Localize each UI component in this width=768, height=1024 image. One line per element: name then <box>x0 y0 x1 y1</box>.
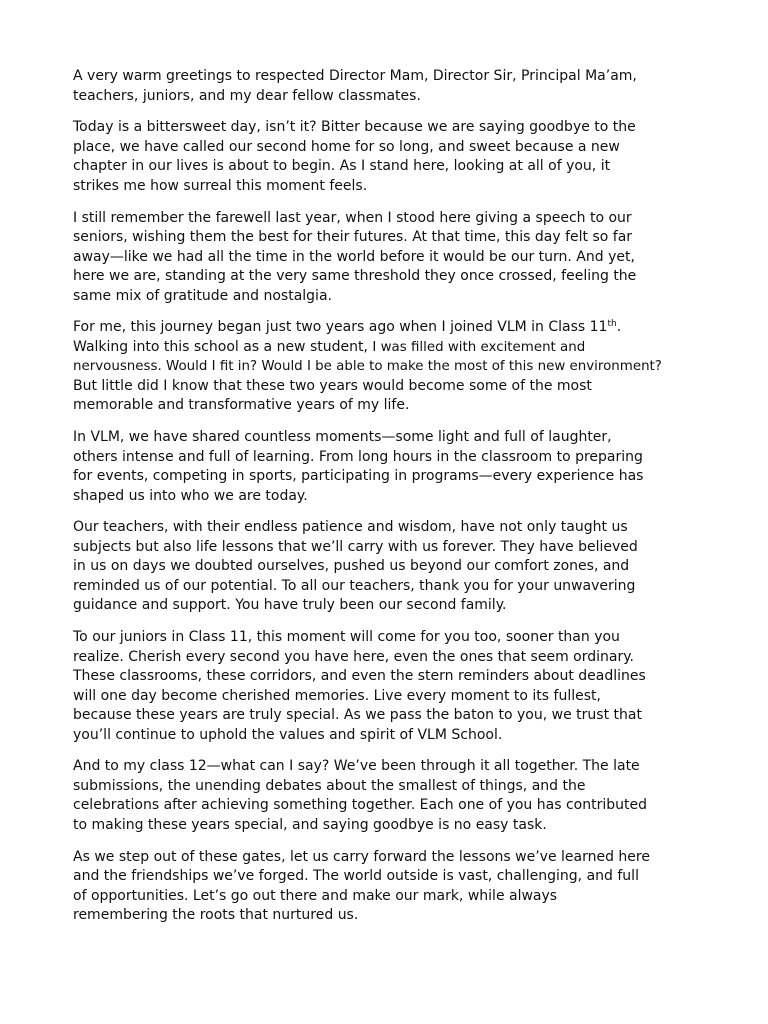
text-line: Our teachers, with their endless patience and wisdom, have not only taught us <box>73 519 628 536</box>
text-line <box>73 318 768 338</box>
text-segment: Walking into this school as a new student, <box>73 338 373 355</box>
text-line: will one day become cherished memories. Live every moment to its fullest, <box>73 687 601 704</box>
text-line: reminded us of our potential. To all our teachers, thank you for your unwavering <box>73 577 636 594</box>
text-line: submissions, the unending debates about the smallest of things, and the <box>73 777 586 794</box>
text-line: away—like we had all the time in the world before it would be our turn. And yet, <box>73 248 635 265</box>
superscript: th <box>607 319 617 330</box>
text-line: celebrations after achieving something together. Each one of you has contributed <box>73 797 647 814</box>
text-segment: For me, this journey began just two years ago when I joined VLM in Class 11 <box>73 319 608 336</box>
text-line: because these years are truly special. As we pass the baton to you, we trust that <box>73 707 642 723</box>
text-segment-small: I was filled with excitement and <box>372 339 586 355</box>
text-line: These classrooms, these corridors, and even the stern reminders about deadlines <box>73 668 646 684</box>
text-line: In VLM, we have shared countless moments—some light and full of laughter, <box>73 429 612 445</box>
paragraph-teachers <box>73 518 768 616</box>
text-segment: . <box>616 319 622 336</box>
text-line: to making these years special, and saying goodbye is no easy task. <box>73 816 547 833</box>
text-line <box>73 338 768 358</box>
text-line: in us on days we doubted ourselves, pushed us beyond our comfort zones, and <box>73 558 630 575</box>
text-line: chapter in our lives is about to begin. As I stand here, looking at all of you, it <box>73 158 611 175</box>
paragraph-classmates <box>73 757 768 835</box>
text-line: here we are, standing at the very same threshold they once crossed, feeling the <box>73 268 637 284</box>
paragraph-journey <box>73 318 768 416</box>
text-line: guidance and support. You have truly been our second family. <box>73 597 507 614</box>
text-line: And to my class 12—what can I say? We’ve been through it all together. The late <box>73 758 640 775</box>
text-line: and the friendships we’ve forged. The world outside is vast, challenging, and full <box>73 868 639 884</box>
paragraph-remember <box>73 209 768 307</box>
text-line: realize. Cherish every second you have here, even the ones that seem ordinary. <box>73 648 634 665</box>
paragraph-juniors <box>73 628 768 745</box>
text-line: nervousness. Would I fit in? Would I be able to make the most of this new environment? <box>73 359 662 375</box>
text-line: But little did I know that these two years would become some of the most <box>73 377 592 394</box>
paragraph-moments <box>73 428 768 506</box>
text-line: place, we have called our second home for so long, and sweet because a new <box>73 138 620 155</box>
text-line: for events, competing in sports, participating in programs—every experience has <box>73 468 644 484</box>
text-line: memorable and transformative years of my life. <box>73 397 410 414</box>
text-line: seniors, wishing them the best for their futures. At that time, this day felt so far <box>73 229 633 245</box>
text-line: Today is a bittersweet day, isn’t it? Bitter because we are saying goodbye to the <box>73 119 636 136</box>
text-line: strikes me how surreal this moment feels. <box>73 177 368 194</box>
text-line: A very warm greetings to respected Director Mam, Director Sir, Principal Ma’am, <box>73 68 637 84</box>
text-line: subjects but also life lessons that we’ll carry with us forever. They have believed <box>73 538 638 555</box>
text-line: of opportunities. Let’s go out there and make our mark, while always <box>73 887 558 904</box>
text-line: remembering the roots that nurtured us. <box>73 907 359 923</box>
text-line: shaped us into who we are today. <box>73 487 308 504</box>
text-line: teachers, juniors, and my dear fellow classmates. <box>73 87 421 104</box>
paragraph-bittersweet <box>73 118 768 196</box>
text-line: you’ll continue to uphold the values and spirit of VLM School. <box>73 726 503 743</box>
text-line: As we step out of these gates, let us carry forward the lessons we’ve learned here <box>73 848 650 865</box>
text-line: same mix of gratitude and nostalgia. <box>73 287 332 304</box>
paragraph-greeting <box>73 67 768 106</box>
paragraph-closing <box>73 848 768 926</box>
text-line: I still remember the farewell last year, when I stood here giving a speech to our <box>73 209 632 226</box>
text-line: others intense and full of learning. From long hours in the classroom to preparing <box>73 448 643 465</box>
text-line: To our juniors in Class 11, this moment will come for you too, sooner than you <box>73 629 620 645</box>
